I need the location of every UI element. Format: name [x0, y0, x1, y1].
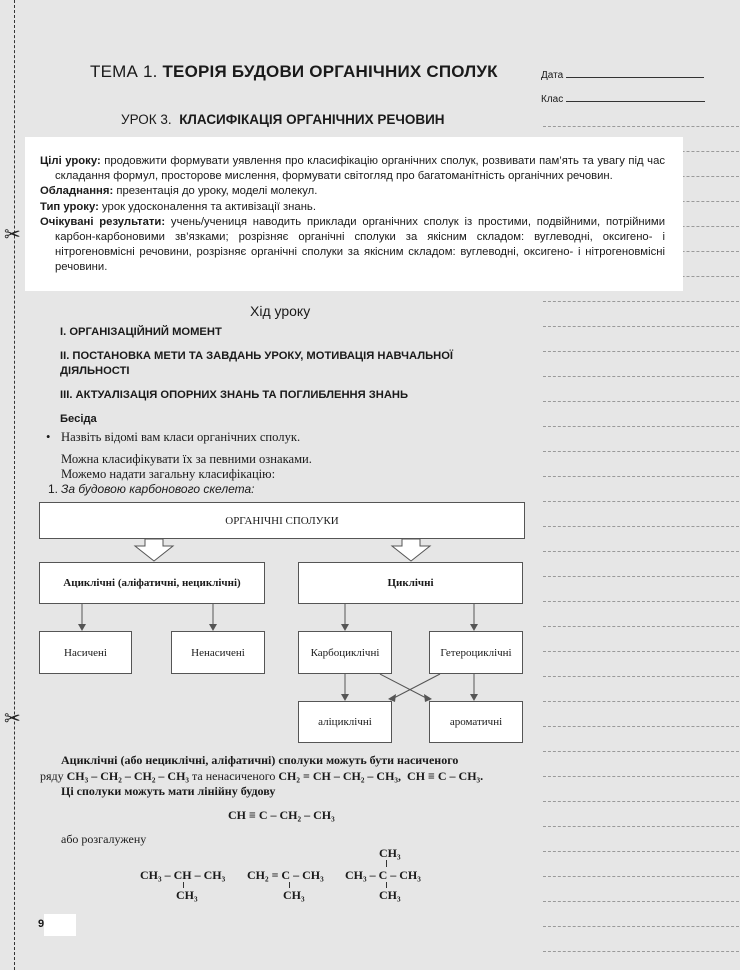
- list-item: За будовою карбонового скелета:: [61, 482, 255, 496]
- diagram-heterocyclic: Гетероциклічні: [429, 631, 523, 674]
- arrow-hollow-right: [392, 539, 430, 561]
- linear-formula: CH ≡ C – CH₂ – CH₃: [228, 808, 335, 822]
- text-general: Можемо надати загальну класифікацію:: [61, 467, 276, 481]
- text-classify: Можна класифікувати їх за певними ознаками.: [61, 452, 312, 466]
- branched-1-sub: CH₃: [176, 888, 198, 902]
- type-line: Тип уроку: урок удосконалення та активізації знань.: [40, 200, 316, 213]
- bullet-icon: •: [46, 430, 51, 444]
- diagram-carbocyclic: Карбоциклічні: [298, 631, 392, 674]
- diagram-saturated: Насичені: [39, 631, 132, 674]
- arrow-hollow-left: [135, 539, 173, 561]
- section-3: ІІІ. АКТУАЛІЗАЦІЯ ОПОРНИХ ЗНАНЬ ТА ПОГЛИБЛЕННЯ ЗНАНЬ: [60, 389, 409, 401]
- linear-paragraph: Ці сполуки можуть мати лінійну будову: [61, 784, 276, 798]
- diagram-aromatic: ароматичні: [429, 701, 523, 743]
- lesson-flow-heading: Хід уроку: [250, 303, 311, 319]
- connector: [380, 674, 430, 700]
- acyclic-paragraph: Ациклічні (або нециклічні, аліфатичні) сполуки можуть бути насиченого: [61, 753, 459, 767]
- equipment-line: Обладнання: презентація до уроку, моделі молекул.: [40, 185, 318, 198]
- date-field: Дата: [541, 68, 704, 81]
- class-field: Клас: [541, 92, 705, 105]
- list-number: 1.: [48, 482, 59, 496]
- diagram-unsaturated: Ненасичені: [171, 631, 265, 674]
- section-1: І. ОРГАНІЗАЦІЙНИЙ МОМЕНТ: [60, 326, 222, 338]
- formula-line: ряду CH₃ – CH₂ – CH₂ – CH₃ та ненасиченого CH₂ = CH – CH₂ – CH₃, CH ≡ C – CH₃.: [40, 769, 484, 783]
- branched-3-top: CH₃: [379, 846, 401, 860]
- topic-title: ТЕМА 1. ТЕОРІЯ БУДОВИ ОРГАНІЧНИХ СПОЛУК: [90, 62, 498, 81]
- diagram-root: ОРГАНІЧНІ СПОЛУКИ: [39, 502, 525, 539]
- bond-line: [386, 860, 387, 867]
- page-number: 9: [38, 918, 45, 930]
- branched-2-sub: CH₃: [283, 888, 305, 902]
- question-text: Назвіть відомі вам класи органічних сполук.: [61, 430, 301, 444]
- branched-formula-3: CH₃ – C – CH₃: [345, 868, 421, 882]
- page-tab: [44, 914, 76, 936]
- branched-formula-1: CH₃ – CH – CH₃: [140, 868, 226, 882]
- connector: [390, 674, 440, 700]
- scissors-icon: ✂: [4, 222, 21, 246]
- section-2-line2: ДІЯЛЬНОСТІ: [60, 365, 130, 377]
- diagram-acyclic: Ациклічні (аліфатичні, нециклічні): [39, 562, 265, 604]
- diagram-alicyclic: аліциклічні: [298, 701, 392, 743]
- results-line: Очікувані результати: учень/учениця наводить приклади органічних сполук із простими, подвійними, потрійними карбон-карбоновими зв’язками; розрізняє органічні сполуки за якісним складом: вуглеводні, оксигено- і нітрогеновмісні речовини, розрізняє органічні сполуки за якісним складом: вуглеводні, оксигено- і нітрогеновмісні речовини.: [40, 215, 666, 274]
- section-2-line1: ІІ. ПОСТАНОВКА МЕТИ ТА ЗАВДАНЬ УРОКУ, МОТИВАЦІЯ НАВЧАЛЬНОЇ: [60, 350, 454, 362]
- scissors-icon: ✂: [4, 706, 21, 730]
- branched-3-sub: CH₃: [379, 888, 401, 902]
- branched-formula-2: CH₂ = C – CH₃: [247, 868, 324, 882]
- lesson-title: УРОК 3. КЛАСИФІКАЦІЯ ОРГАНІЧНИХ РЕЧОВИН: [121, 112, 445, 127]
- diagram-cyclic: Циклічні: [298, 562, 523, 604]
- conversation-label: Бесіда: [60, 413, 97, 425]
- goals-line: Цілі уроку: продовжити формувати уявлення про класифікацію органічних сполук, розвивати пам’ять та увагу під час складання формул, просторове мислення, формувати світогляд про багатоманітність органічних речовин.: [40, 155, 666, 183]
- branched-label: або розгалужену: [61, 832, 147, 846]
